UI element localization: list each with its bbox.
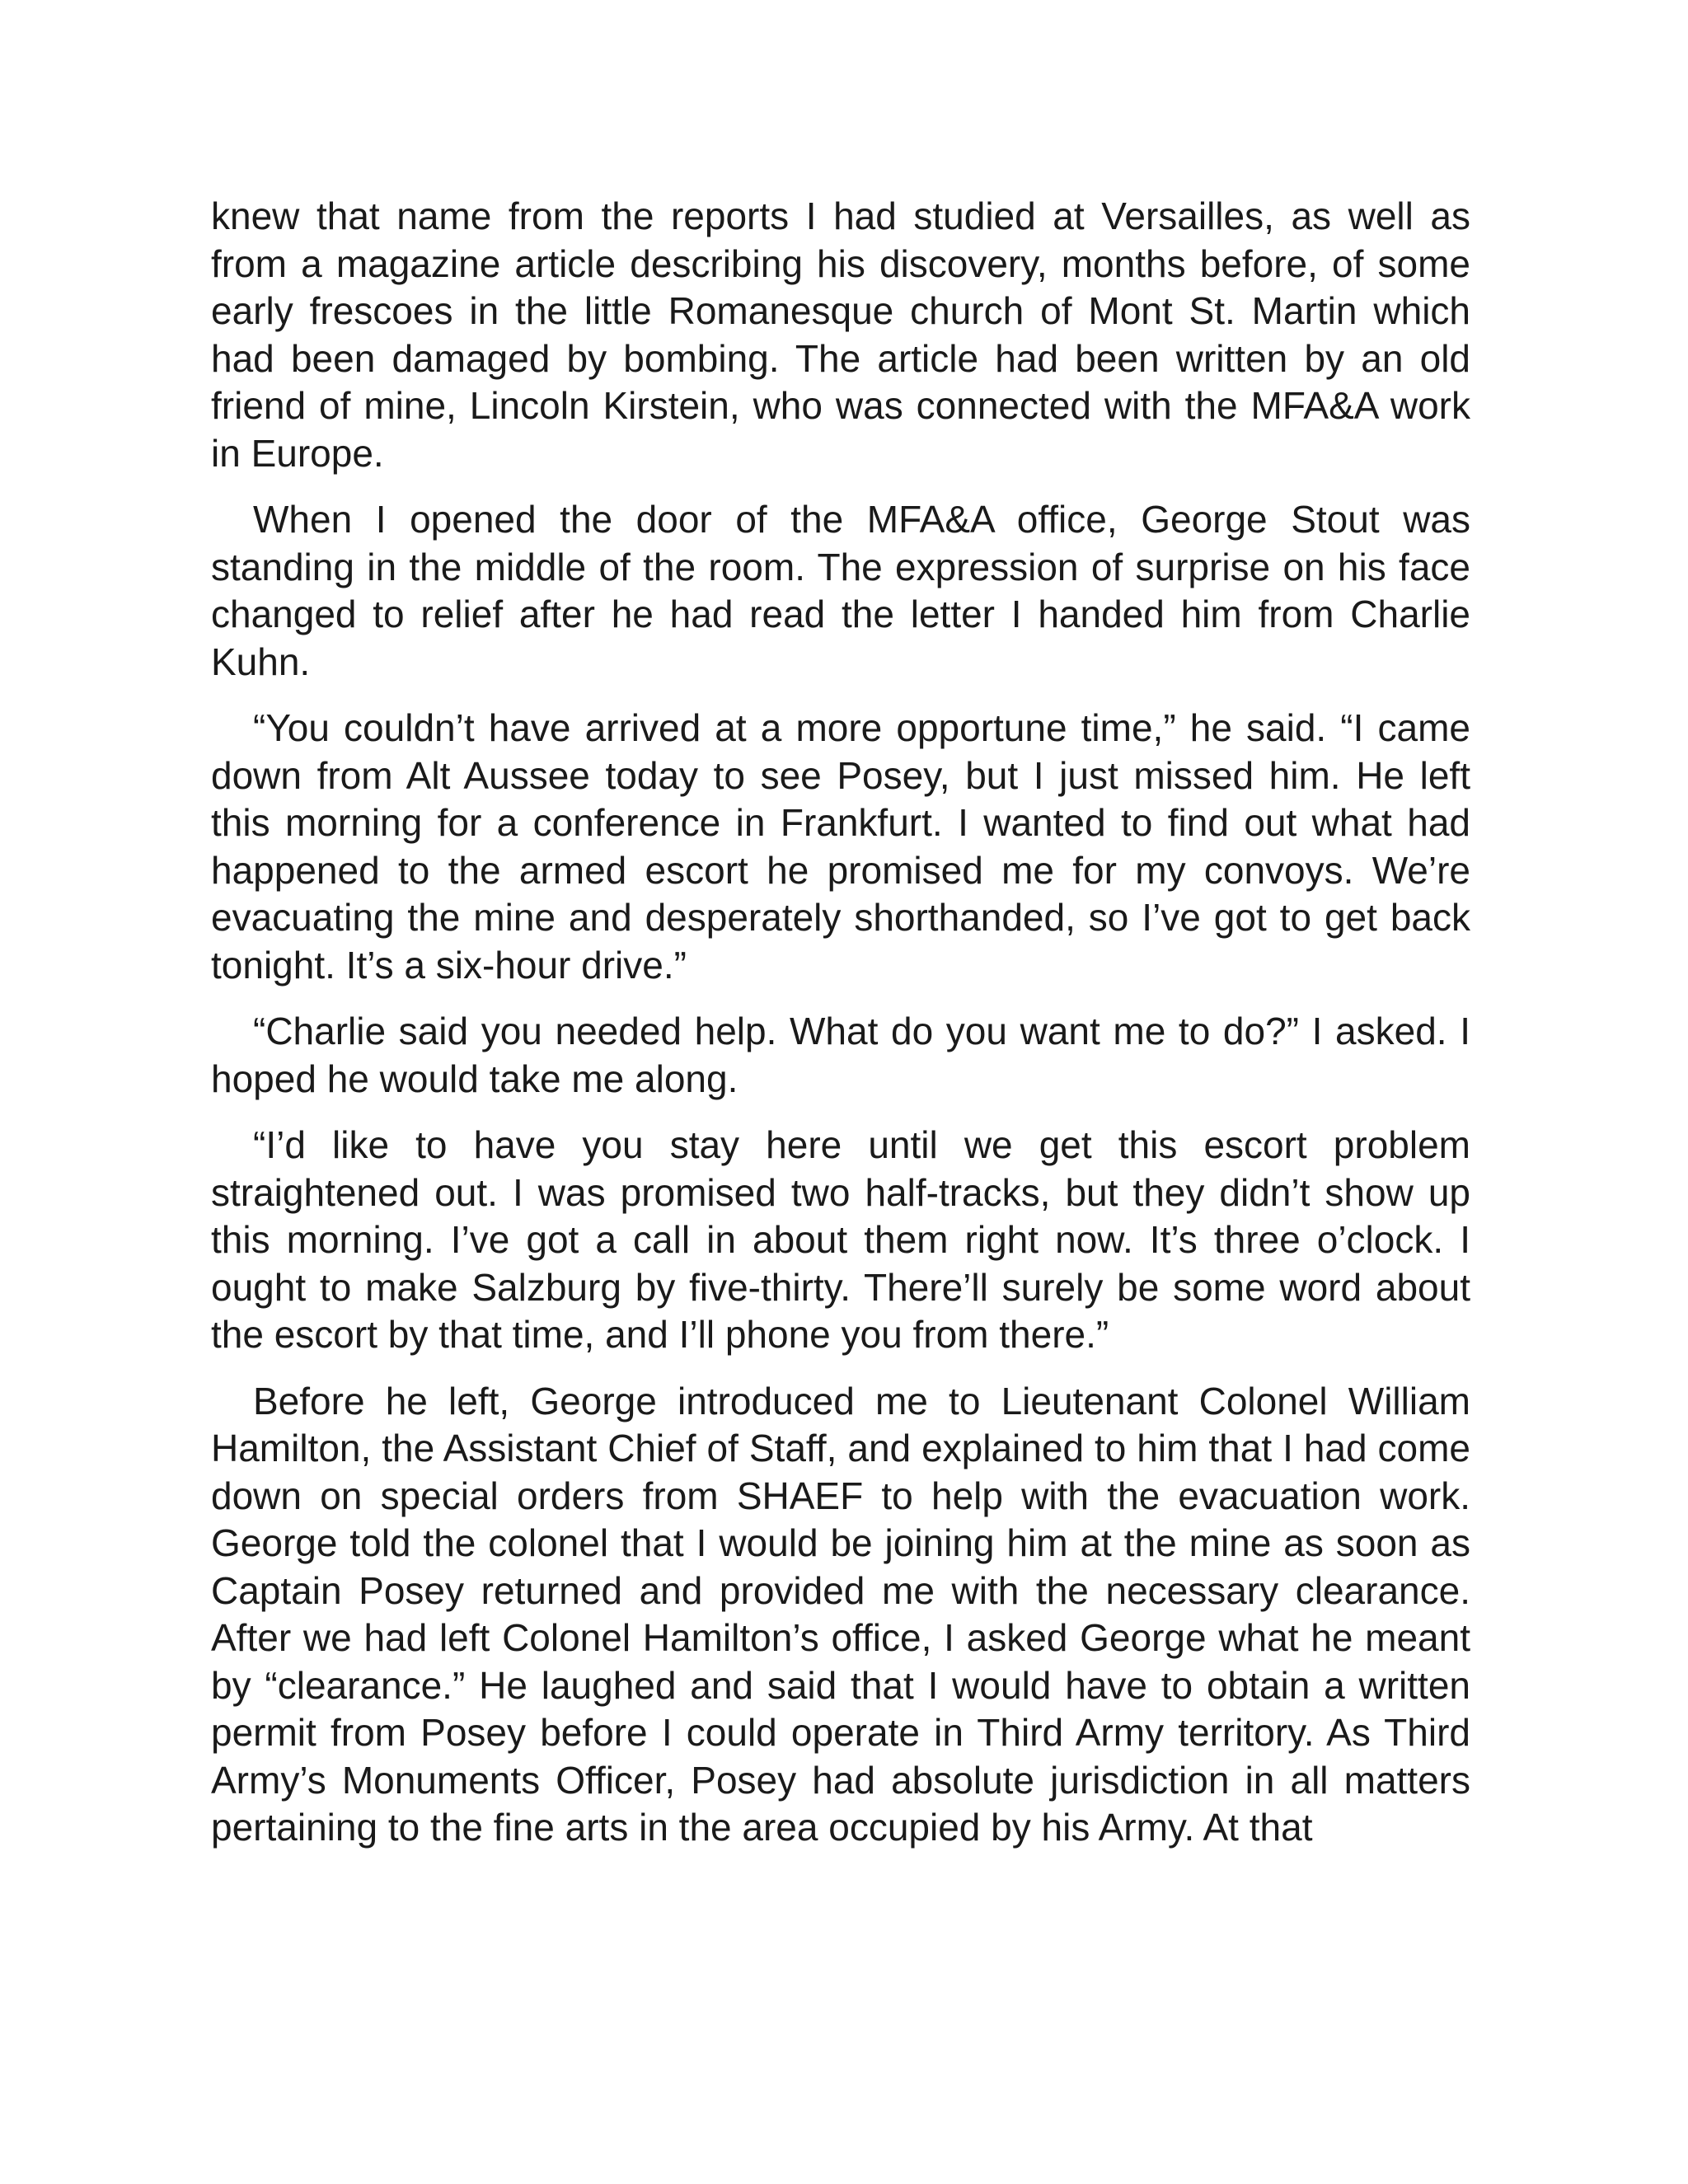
paragraph-hamilton: Before he left, George introduced me to Lieutenant Colonel William Hamilton, the Assistant Chief of Staff, and explained to him that I had come down on special orders from SHAEF to help with the evacuation work. George told the colonel that I would be joining him at the mine as soon as Captain Posey returned and provided me with the necessary clearance. After we had left Colonel Hamilton’s office, I asked George what he meant by “clearance.” He laughed and said that I would have to obtain a written permit from Posey before I could operate in Third Army territory. As Third Army’s Monuments Officer, Posey had absolute jurisdiction in all matters pertaining to the fine arts in the area occupied by his Army. At that [211, 1379, 1470, 1849]
paragraph-help-question: “Charlie said you needed help. What do you want me to do?” I asked. I hoped he would take me along. [211, 1010, 1470, 1100]
paragraph-stout-office: When I opened the door of the MFA&A office, George Stout was standing in the middle of the room. The expression of surprise on his face changed to relief after he had read the letter I handed him from Charlie Kuhn. [211, 498, 1470, 683]
paragraph-stout-speech: “You couldn’t have arrived at a more opportune time,” he said. “I came down from Alt Aussee today to see Posey, but I just missed him. He left this morning for a conference in Frankfurt. I wanted to find out what had happened to the armed escort he promised me for my convoys. We’re evacuating the mine and desperately shorthanded, so I’ve got to get back tonight. It’s a six-hour drive.” [211, 706, 1470, 987]
body-text [211, 193, 1470, 1871]
paragraph-escort-problem: “I’d like to have you stay here until we get this escort problem straightened out. I was promised two half-tracks, but they didn’t show up this morning. I’ve got a call in about them right now. It’s three o’clock. I ought to make Salzburg by five-thirty. There’ll surely be some word about the escort by that time, and I’ll phone you from there.” [211, 1123, 1470, 1356]
paragraph-continued: knew that name from the reports I had studied at Versailles, as well as from a magazine article describing his discovery, months before, of some early frescoes in the little Romanesque church of Mont St. Martin which had been damaged by bombing. The article had been written by an old friend of mine, Lincoln Kirstein, who was connected with the MFA&A work in Europe. [211, 194, 1470, 475]
